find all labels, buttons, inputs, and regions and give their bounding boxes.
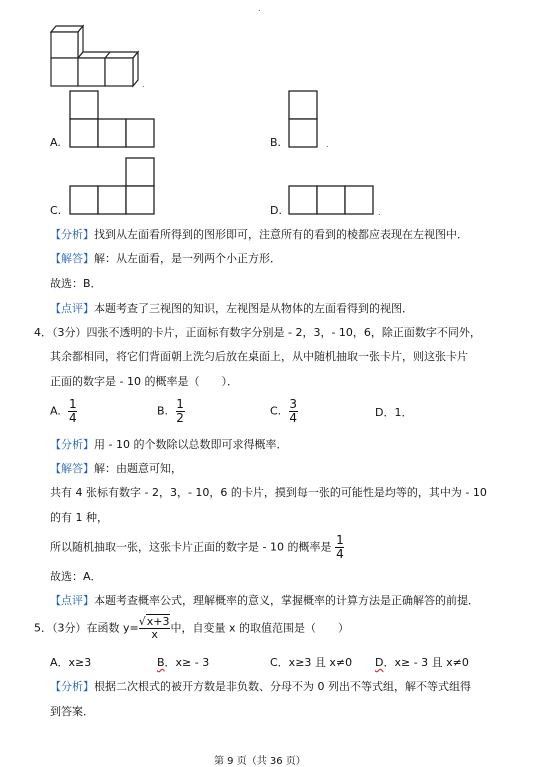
analysis-tag: 【分析】 — [50, 680, 94, 693]
option-b-label: B. — [270, 136, 282, 149]
numerator: 1 — [69, 397, 77, 411]
q5-analysis-line2: 到答案． — [50, 705, 94, 718]
analysis-text: 根据二次根式的被开方数是非负数、分母不为 0 列出不等式组，解不等式组得 — [94, 680, 471, 693]
q4-body1: 共有 4 张标有数字 - 2，3，- 10，6 的卡片，摸到每一张的可能性是均等的，其中为 - 10 — [50, 486, 487, 499]
q5-option-b-label: B — [157, 656, 165, 669]
q4-line2: 其余都相同，将它们背面朝上洗匀后放在桌面上，从中随机抽取一张卡片，则这张卡片 — [50, 350, 468, 363]
denominator: 4 — [289, 411, 297, 425]
q4-option-a — [50, 398, 77, 425]
comment-tag: 【点评】 — [50, 302, 94, 315]
radicand: x+3 — [146, 615, 170, 628]
option-c-label: C. — [50, 204, 62, 217]
q5-option-d — [375, 654, 469, 670]
q5-stem — [34, 616, 349, 641]
q4-analysis — [50, 436, 287, 452]
q4-option-d: D．1． — [375, 406, 413, 419]
option-c-figure — [67, 157, 155, 215]
q4-body2: 的有 1 种， — [50, 511, 108, 524]
analysis-tag: 【分析】 — [50, 438, 94, 451]
q4-option-b-label: B. — [157, 404, 169, 418]
q3-comment — [50, 300, 413, 316]
q5-option-d-label: D — [375, 656, 384, 669]
option-d-figure — [288, 185, 376, 215]
radical: √x+3 — [138, 615, 170, 628]
denominator: 4 — [69, 411, 77, 425]
comment-text: 本题考查概率公式，理解概率的意义，掌握概率的计算方法是正确解答的前提． — [94, 594, 479, 607]
fraction-one-quarter — [335, 534, 344, 561]
q5-prefix: 5．（3分）在函数 y= — [34, 621, 139, 635]
denominator: 2 — [176, 411, 184, 425]
denominator: x — [151, 628, 158, 641]
function-expression — [139, 616, 171, 641]
q3-solution — [50, 250, 281, 266]
q5-suffix: 中，自变量 x 的取值范围是（ ） — [170, 621, 349, 635]
q5-option-a: A．x≥3 — [50, 656, 92, 669]
option-b-figure — [288, 90, 318, 148]
fraction-one-half — [176, 398, 185, 425]
q4-choice: 故选：A． — [50, 570, 102, 583]
q4-solution — [50, 460, 182, 476]
option-a-label: A. — [50, 136, 61, 149]
q4-option-c — [270, 398, 298, 425]
q4-comment — [50, 592, 479, 608]
solution-tag: 【解答】 — [50, 462, 94, 475]
solution-text: 解：从左面看，是一列两个小正方形． — [94, 252, 281, 265]
comment-text: 本题考查了三视图的知识，左视图是从物体的左面看得到的视图． — [94, 302, 413, 315]
analysis-tag: 【分析】 — [50, 228, 94, 241]
q4-option-c-label: C. — [270, 404, 282, 418]
q4-body3-text: 所以随机抽取一张，这张卡片正面的数字是 - 10 的概率是 — [50, 540, 332, 554]
q5-option-b — [157, 654, 209, 670]
option-d-label: D. — [270, 204, 282, 217]
q4-line1: 4．（3分）四张不透明的卡片，正面标有数字分别是 - 2，3，- 10，6，除正面数字不同外， — [34, 326, 481, 339]
solution-text: 解：由题意可知， — [94, 462, 182, 475]
q3-choice: 故选：B． — [50, 277, 102, 290]
figure-mark: . — [142, 80, 145, 89]
q4-option-b — [157, 398, 185, 425]
q4-body3 — [50, 534, 344, 561]
numerator: 3 — [289, 397, 297, 411]
fraction-three-quarters — [289, 398, 298, 425]
solid-figure — [46, 22, 152, 88]
analysis-text: 找到从左面看所得到的图形即可，注意所有的看到的棱都应表现在左视图中． — [94, 228, 468, 241]
q4-line3: 正面的数字是 - 10 的概率是（ ）． — [50, 375, 238, 388]
q5-analysis — [50, 678, 471, 694]
q5-option-c: C．x≥3 且 x≠0 — [270, 656, 353, 669]
analysis-text: 用 - 10 的个数除以总数即可求得概率． — [94, 438, 288, 451]
numerator: 1 — [336, 533, 344, 547]
option-a-figure — [67, 90, 155, 148]
top-mark: . — [258, 4, 261, 13]
denominator: 4 — [336, 547, 344, 561]
comment-tag: 【点评】 — [50, 594, 94, 607]
q5-option-b-text: ．x≥ - 3 — [164, 656, 210, 669]
q3-analysis — [50, 226, 468, 242]
q5-option-d-text: ．x≥ - 3 且 x≠0 — [383, 656, 469, 669]
q4-option-a-label: A. — [50, 404, 61, 418]
fraction-one-quarter — [68, 398, 77, 425]
page-footer: 第 9 页（共 36 页） — [214, 756, 306, 767]
numerator: 1 — [176, 397, 184, 411]
solution-tag: 【解答】 — [50, 252, 94, 265]
